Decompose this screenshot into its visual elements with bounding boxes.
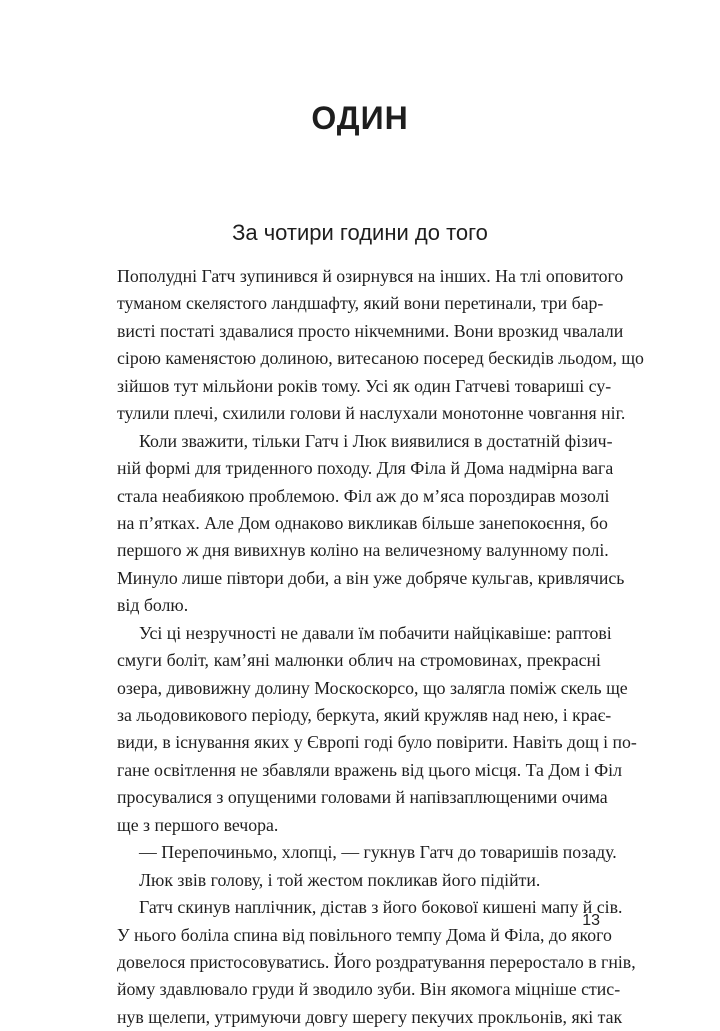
text-line: сірою каменястою долиною, витесаною посеред бескидів льодом, що [117, 348, 644, 369]
text-line: види, в існування яких у Європі годі було повірити. Навіть дощ і по- [117, 732, 637, 753]
section-subtitle: За чотири години до того [232, 220, 488, 245]
text-line: за льодовикового періоду, беркута, який кружляв над нею, і крає- [117, 705, 612, 725]
text-line: першого ж дня вивихнув коліно на величезному валунному полі. [117, 540, 609, 561]
text-line: довелося пристосовуватись. Його роздратування переростало в гнів, [117, 951, 636, 972]
text-line: від болю. [117, 595, 189, 616]
text-line: ще з першого вечора. [117, 814, 279, 835]
text-line: висті постаті здавалися просто нікчемними. Вони врозкид чвалали [117, 320, 624, 341]
text-line: стала неабиякою проблемою. Філ аж до м’яса пороздирав мозолі [117, 485, 610, 506]
text-line: Пополудні Гатч зупинився й озирнувся на інших. На тлі оповитого [117, 266, 624, 286]
text-line: Усі ці незручності не давали їм побачити найцікавіше: раптові [139, 622, 612, 643]
text-line: Люк звів голову, і той жестом покликав його підійти. [139, 869, 541, 890]
text-line: У нього боліла спина від повільного темпу Дома й Філа, до якого [117, 924, 612, 945]
text-line: Гатч скинув наплічник, дістав з його бокової кишені мапу й сів. [139, 897, 623, 918]
text-line: зійшов тут мільйони років тому. Усі як один Гатчеві товариші су- [117, 375, 612, 396]
text-line: йому здавлювало груди й зводило зуби. Він якомога міцніше стис- [117, 979, 621, 1000]
text-line: ній формі для триденного походу. Для Філа й Дома надмірна вага [117, 458, 614, 479]
text-line: Коли зважити, тільки Гатч і Люк виявилися в достатній фізич- [139, 430, 613, 451]
text-line: просувалися з опущеними головами й напівзаплющеними очима [117, 787, 608, 808]
text-line: туманом скелястого ландшафту, який вони перетинали, три бар- [117, 293, 604, 314]
chapter-title: ОДИН [311, 100, 409, 136]
text-line: на п’ятках. Але Дом однаково викликав більше занепокоєння, бо [117, 512, 608, 533]
text-line: гане освітлення не збавляли вражень від цього місця. Та Дом і Філ [117, 759, 622, 780]
body-text [117, 263, 644, 1031]
text-line: озера, дивовижну долину Москоскорсо, що залягла поміж скель ще [117, 677, 628, 698]
text-line: тулили плечі, схилили голови й наслухали монотонне човгання ніг. [117, 403, 626, 424]
text-line: нув щелепи, утримуючи довгу шерегу пекучих прокльонів, які так [117, 1006, 623, 1027]
text-line: смуги боліт, кам’яні малюнки облич на стромовинах, прекрасні [117, 650, 601, 671]
page-number: 13 [582, 912, 600, 929]
text-line: — Перепочиньмо, хлопці, — гукнув Гатч до товаришів позаду. [139, 842, 617, 863]
text-line: Минуло лише півтори доби, а він уже добряче кульгав, кривлячись [117, 567, 625, 588]
